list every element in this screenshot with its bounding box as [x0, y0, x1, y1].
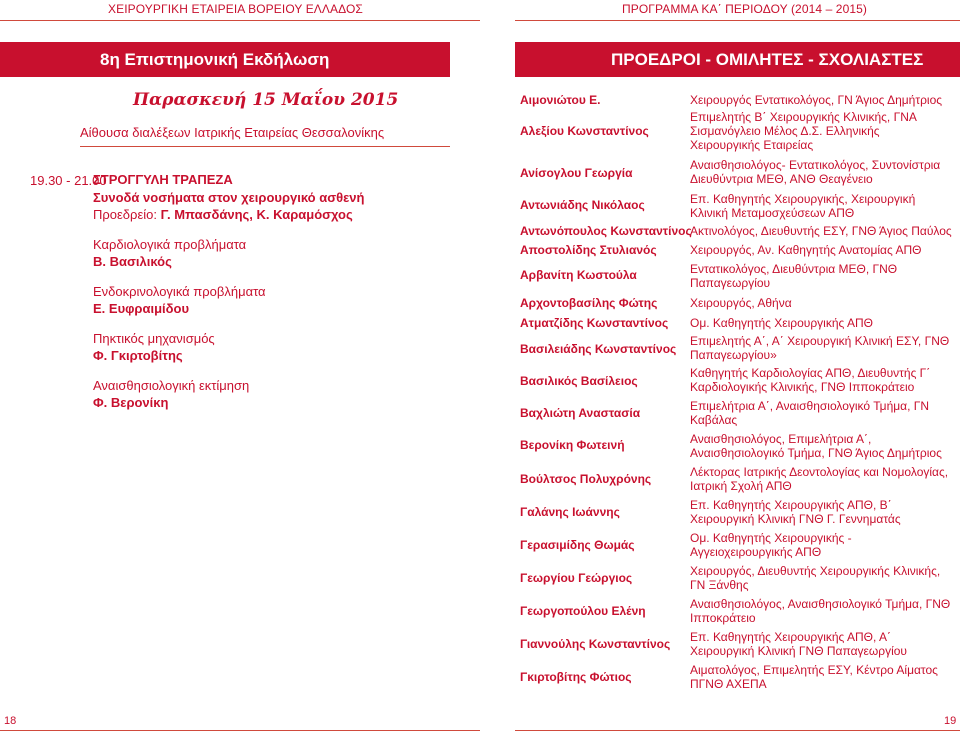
- event-banner: [0, 42, 450, 77]
- talk-speaker: Ε. Ευφραιμίδου: [93, 301, 190, 316]
- event-banner-title: 8η Επιστημονική Εκδήλωση: [100, 50, 330, 69]
- person-name: Βασιλειάδης Κωνσταντίνος: [520, 342, 677, 356]
- header-rule-right: [515, 20, 960, 21]
- session-chairs: [93, 207, 353, 222]
- person-name: Αρχοντοβασίλης Φώτης: [520, 296, 658, 310]
- chairs-label: Προεδρείο:: [93, 207, 161, 222]
- page-number-right: 19: [944, 715, 957, 727]
- person-description: Χειρουργός, Αθήνα: [690, 296, 792, 310]
- participants-banner: [515, 42, 960, 77]
- footer-rule-right: [515, 730, 960, 731]
- venue-rule: [80, 146, 450, 147]
- talk-speaker: Φ. Γκιρτοβίτης: [93, 348, 183, 363]
- person-name: Γεωργοπούλου Ελένη: [520, 604, 646, 618]
- header-society-title: ΧΕΙΡΟΥΡΓΙΚΗ ΕΤΑΙΡΕΙΑ ΒΟΡΕΙΟΥ ΕΛΛΑΔΟΣ: [108, 2, 363, 16]
- person-description: Επιμελήτρια Α΄, Αναισθησιολογικό Τμήμα, ΓΝ Καβάλας: [690, 399, 930, 427]
- participants-banner-title: ΠΡΟΕΔΡΟΙ - ΟΜΙΛΗΤΕΣ - ΣΧΟΛΙΑΣΤΕΣ: [611, 50, 924, 69]
- person-name: Βαχλιώτη Αναστασία: [520, 406, 641, 420]
- person-description: Καθηγητής Καρδιολογίας ΑΠΘ, Διευθυντής Γ΄ Καρδιολογικής Κλινικής, ΓΝΘ Ιπποκράτειο: [690, 366, 931, 394]
- person-name: Αλεξίου Κωνσταντίνος: [520, 124, 649, 138]
- person-description: Επιμελητής Α΄, Α΄ Χειρουργική Κλινική ΕΣΥ, ΓΝΘ Παπαγεωργίου»: [690, 334, 950, 362]
- person-description: Επ. Καθηγητής Χειρουργικής ΑΠΘ, Β΄ Χειρουργική Κλινική ΓΝΘ Γ. Γεννηματάς: [690, 498, 901, 526]
- person-description: Επιμελητής Β΄ Χειρουργικής Κλινικής, ΓΝΑ Σισμανόγλειο Μέλος Δ.Σ. Ελληνικής Χειρουργικής Εταιρείας: [690, 110, 917, 152]
- talk-topic: Πηκτικός μηχανισμός: [93, 331, 215, 346]
- person-description: Ομ. Καθηγητής Χειρουργικής - Αγγειοχειρουργικής ΑΠΘ: [690, 531, 852, 559]
- talk-topic: Ενδοκρινολογικά προβλήματα: [93, 284, 266, 299]
- event-venue: Αίθουσα διαλέξεων Ιατρικής Εταιρείας Θεσσαλονίκης: [80, 125, 385, 140]
- person-description: Επ. Καθηγητής Χειρουργικής, Χειρουργική Κλινική Μεταμοσχεύσεων ΑΠΘ: [690, 192, 916, 220]
- event-date: Παρασκευή 15 Μαΐου 2015: [133, 90, 399, 110]
- talk-topic: Καρδιολογικά προβλήματα: [93, 237, 247, 252]
- header-program-title: ΠΡΟΓΡΑΜΜΑ ΚΑ΄ ΠΕΡΙΟΔΟΥ (2014 – 2015): [622, 2, 867, 16]
- person-description: Αιματολόγος, Επιμελητής ΕΣΥ, Κέντρο Αίματος ΠΓΝΘ ΑΧΕΠΑ: [690, 663, 938, 691]
- talk-speaker: Φ. Βερονίκη: [93, 395, 169, 410]
- person-name: Γεωργίου Γεώργιος: [520, 571, 633, 585]
- person-name: Βούλτσος Πολυχρόνης: [520, 472, 652, 486]
- person-description: Ομ. Καθηγητής Χειρουργικής ΑΠΘ: [690, 316, 873, 330]
- person-name: Γιαννούλης Κωνσταντίνος: [520, 637, 671, 651]
- person-name: Βερονίκη Φωτεινή: [520, 438, 625, 452]
- person-name: Γαλάνης Ιωάννης: [520, 505, 620, 519]
- person-description: Λέκτορας Ιατρικής Δεοντολογίας και Νομολογίας, Ιατρική Σχολή ΑΠΘ: [690, 465, 949, 493]
- person-description: Αναισθησιολόγος, Επιμελήτρια Α΄, Αναισθησιολογικό Τμήμα, ΓΝΘ Άγιος Δημήτριος: [690, 432, 942, 460]
- session-time: 19.30 - 21.00: [30, 173, 107, 188]
- talk-speaker: Β. Βασιλικός: [93, 254, 172, 269]
- person-name: Αποστολίδης Στυλιανός: [520, 243, 657, 257]
- person-description: Επ. Καθηγητής Χειρουργικής ΑΠΘ, Α΄ Χειρουργική Κλινική ΓΝΘ Παπαγεωργίου: [690, 630, 907, 658]
- session-subtitle: Συνοδά νοσήματα στον χειρουργικό ασθενή: [93, 190, 365, 205]
- chairs-names: Γ. Μπασδάνης, Κ. Καραμόσχος: [160, 207, 353, 222]
- page-number-left: 18: [4, 715, 17, 727]
- person-description: Χειρουργός, Διευθυντής Χειρουργικής Κλινικής, ΓΝ Ξάνθης: [690, 564, 941, 592]
- session-title: ΣΤΡΟΓΓΥΛΗ ΤΡΑΠΕΖΑ: [93, 172, 233, 187]
- talk-topic: Αναισθησιολογική εκτίμηση: [93, 378, 250, 393]
- person-name: Αντωνόπουλος Κωνσταντίνος: [520, 224, 692, 238]
- person-name: Ανίσογλου Γεωργία: [520, 166, 633, 180]
- person-description: Αναισθησιολόγος- Εντατικολόγος, Συντονίστρια Διευθύντρια ΜΕΘ, ΑΝΘ Θεαγένειο: [690, 158, 941, 186]
- person-description: Χειρουργός, Αν. Καθηγητής Ανατομίας ΑΠΘ: [690, 243, 922, 257]
- person-name: Βασιλικός Βασίλειος: [520, 374, 638, 388]
- person-description: Αναισθησιολόγος, Αναισθησιολογικό Τμήμα, ΓΝΘ Ιπποκράτειο: [690, 597, 951, 625]
- person-description: Χειρουργός Εντατικολόγος, ΓΝ Άγιος Δημήτριος: [690, 93, 943, 107]
- person-name: Γερασιμίδης Θωμάς: [520, 538, 635, 552]
- person-name: Γκιρτοβίτης Φώτιος: [520, 670, 632, 684]
- footer-rule-left: [0, 730, 480, 731]
- header-rule-left: [0, 20, 480, 21]
- person-name: Αντωνιάδης Νικόλαος: [520, 198, 645, 212]
- person-description: Εντατικολόγος, Διευθύντρια ΜΕΘ, ΓΝΘ Παπαγεωργίου: [690, 262, 898, 290]
- person-name: Αρβανίτη Κωστούλα: [520, 268, 637, 282]
- person-name: Αιμονιώτου Ε.: [520, 93, 601, 107]
- person-description: Ακτινολόγος, Διευθυντής ΕΣΥ, ΓΝΘ Άγιος Παύλος: [690, 224, 952, 238]
- person-name: Ατματζίδης Κωνσταντίνος: [520, 316, 669, 330]
